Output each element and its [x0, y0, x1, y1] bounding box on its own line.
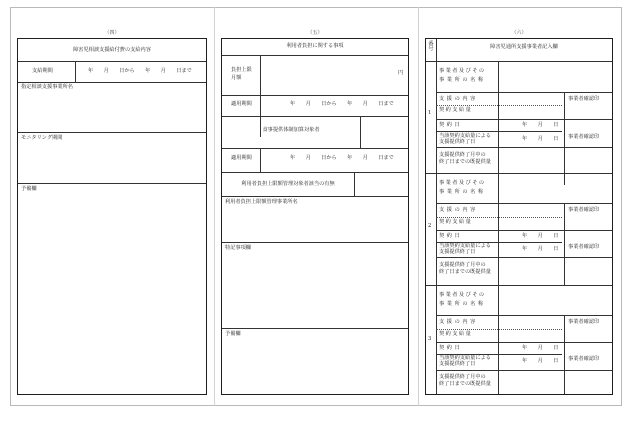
contract-date-label: 契約日 [439, 233, 463, 239]
applicable-period-value[interactable]: 年 月 日から 年 月 日まで [290, 101, 394, 107]
office-label-2: 事業所の名称 [439, 301, 486, 307]
panel-6-number: （六） [511, 30, 527, 36]
end-date-label-2: 支援提供終了日 [439, 139, 476, 145]
meal-period-value[interactable]: 年 月 日から 年 月 日まで [290, 155, 394, 161]
entry-number: 1 [428, 110, 432, 116]
provided-label-2: 終了日までの既提供量 [439, 159, 491, 165]
office-label-1: 事業者及びその [439, 292, 486, 298]
end-date-label-2: 支援提供終了日 [439, 249, 476, 255]
end-date-label-1: 当該契約支給量による [439, 243, 491, 249]
fold-line [418, 7, 419, 406]
provided-label-1: 支援提供終了月中の [439, 374, 486, 380]
panel-provider-entries [425, 38, 613, 395]
period-value[interactable]: 年 月 日から 年 月 日まで [88, 68, 192, 74]
entry-number: 3 [428, 336, 432, 342]
contract-date-label: 契約日 [439, 122, 463, 128]
office-label-2: 事業所の名称 [439, 77, 486, 83]
office-label-2: 事業所の名称 [439, 189, 486, 195]
end-date-value[interactable]: 年 月 日 [522, 136, 559, 142]
mgmt-title: 利用者負担上限額管理対象者該当の有無 [241, 181, 335, 187]
panel-title: 障害児相談支援給付費の支給内容 [73, 47, 151, 53]
end-date-value[interactable]: 年 月 日 [522, 358, 559, 364]
applicable-period-label: 適用期間 [231, 101, 252, 107]
support-content-label: 支援の内容 [439, 319, 478, 325]
cap-label-2: 月額 [231, 75, 242, 81]
designated-office-label: 指定相談支援事業所名 [21, 84, 73, 90]
cap-label-1: 負担上限 [231, 67, 252, 73]
panel-payment-details [17, 38, 207, 395]
end-date-value[interactable]: 年 月 日 [522, 246, 559, 252]
panel-5-number: （五） [307, 30, 323, 36]
support-content-label: 支援の内容 [439, 96, 478, 102]
provided-label-2: 終了日までの既提供量 [439, 381, 491, 387]
support-content-label: 支援の内容 [439, 207, 478, 213]
confirm-stamp-label: 事業者確認印 [568, 319, 600, 325]
special-notes-label: 特記事項欄 [225, 245, 251, 251]
provided-label-1: 支援提供終了月中の [439, 262, 486, 268]
contract-date-value[interactable]: 年 月 日 [522, 345, 559, 351]
end-date-label-2: 支援提供終了日 [439, 361, 476, 367]
reserve-label: 予備欄 [21, 186, 37, 192]
confirm-stamp-label: 事業者確認印 [568, 207, 600, 213]
contract-amount-label: 契約支給量 [439, 219, 473, 225]
confirm-stamp-label: 事業者確認印 [568, 134, 600, 140]
office-label-1: 事業者及びその [439, 180, 486, 186]
meal-title: 食事提供体制加算対象者 [262, 127, 320, 133]
office-label-1: 事業者及びその [439, 68, 486, 74]
confirm-stamp-label: 事業者確認印 [568, 96, 600, 102]
period-label: 支給期間 [32, 68, 53, 74]
confirm-stamp-label: 事業者確認印 [568, 356, 600, 362]
panel-user-burden [221, 38, 409, 395]
cap-unit: 円 [398, 70, 404, 76]
panel-title: 利用者負担に関する事項 [286, 43, 344, 49]
reserve-label: 予備欄 [225, 331, 241, 337]
monitoring-label: モニタリング期間 [21, 135, 63, 141]
confirm-stamp-label: 事業者確認印 [568, 244, 600, 250]
contract-date-label: 契約日 [439, 345, 463, 351]
provided-label-2: 終了日までの既提供量 [439, 269, 491, 275]
end-date-label-1: 当該契約支給量による [439, 355, 491, 361]
header-number: 番号 [428, 41, 434, 53]
panel-title: 障害児通所支援事業者記入欄 [490, 44, 558, 50]
contract-amount-label: 契約支給量 [439, 107, 473, 113]
panel-4-number: （四） [104, 30, 120, 36]
provided-label-1: 支援提供終了月中の [439, 152, 486, 158]
mgmt-office-label: 利用者負担上限額管理事業所名 [225, 199, 298, 205]
end-date-label-1: 当該契約支給量による [439, 133, 491, 139]
fold-line [214, 7, 215, 406]
contract-date-value[interactable]: 年 月 日 [522, 122, 559, 128]
meal-period-label: 適用期間 [231, 155, 252, 161]
entry-number: 2 [428, 223, 432, 229]
contract-date-value[interactable]: 年 月 日 [522, 233, 559, 239]
contract-amount-label: 契約支給量 [439, 331, 473, 337]
